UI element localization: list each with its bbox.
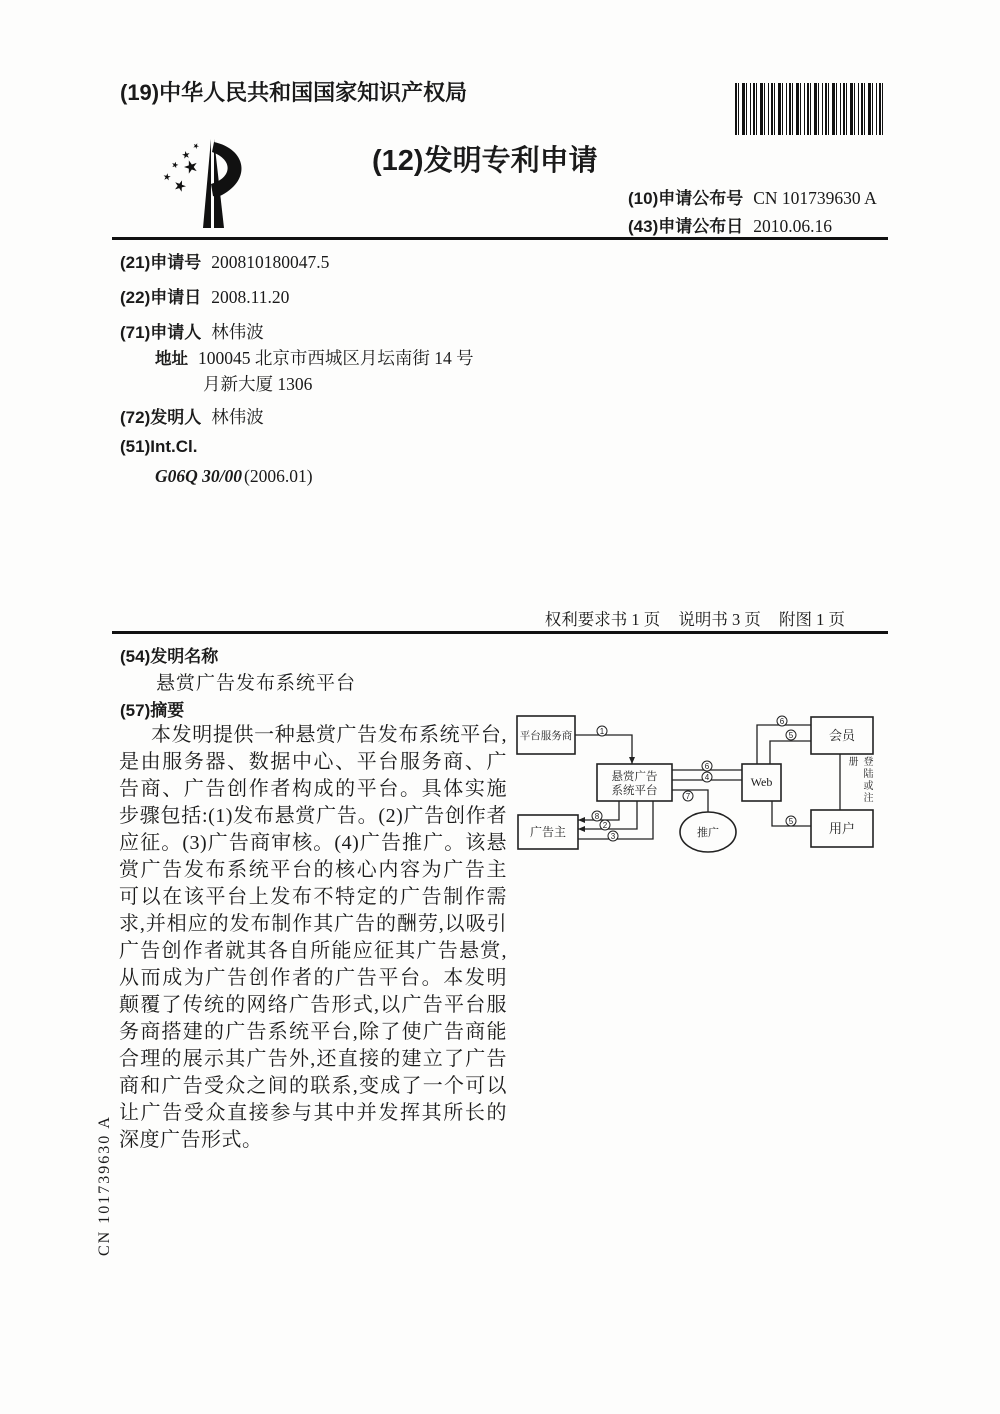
edge-web-member-lower: [770, 741, 811, 764]
applicant-value: 林伟波: [211, 322, 264, 342]
node-system-platform-label-line2: 系统平台: [611, 785, 658, 797]
intcl-code: G06Q 30/00: [155, 466, 243, 486]
publication-date-row: [628, 212, 832, 237]
node-promotion-label: 推广: [697, 827, 719, 839]
barcode-image: [735, 83, 883, 135]
intcl-version: (2006.01): [244, 466, 313, 486]
address-value-line2: 月新大厦 1306: [203, 374, 313, 394]
step-8-badge: [592, 811, 602, 821]
filing-date-label: (22)申请日: [120, 288, 202, 307]
invention-title-label: (54)发明名称: [120, 647, 219, 666]
step-7-badge: [683, 791, 693, 801]
application-number-label: (21)申请号: [120, 253, 202, 272]
arrowhead-into-advertiser-2: [578, 826, 585, 832]
node-web-label: Web: [750, 775, 773, 789]
arrowhead-into-platform: [629, 757, 635, 764]
step-6-badge-platform-web: [702, 761, 712, 771]
step-5-badge-user: [786, 816, 796, 826]
publication-date-value: 2010.06.16: [753, 216, 832, 236]
node-advertiser-label: 广告主: [529, 825, 567, 839]
intcl-label: (51)Int.Cl.: [120, 437, 198, 456]
sipo-logo-icon: [150, 133, 262, 239]
address-row: [155, 345, 474, 370]
publication-number-value: CN 101739630 A: [753, 188, 877, 208]
pages-description: 说明书 3 页: [678, 610, 761, 629]
step-4-badge: [702, 772, 712, 782]
svg-text:6: 6: [779, 717, 785, 726]
intcl-row: [120, 437, 197, 457]
inventor-row: [120, 403, 264, 429]
svg-text:2: 2: [602, 821, 608, 830]
svg-text:6: 6: [704, 762, 710, 771]
svg-text:4: 4: [704, 773, 710, 782]
node-member-label: 会员: [828, 728, 856, 743]
node-user-label: 用户: [828, 821, 856, 836]
edge-provider-platform: [575, 735, 632, 764]
abstract-label: (57)摘要: [120, 701, 185, 720]
publication-date-label: (43)申请公布日: [628, 217, 744, 236]
address-row-line2: [203, 371, 312, 396]
application-number-value: 200810180047.5: [211, 252, 330, 272]
inventor-value: 林伟波: [211, 407, 264, 427]
step-3-badge: [608, 831, 618, 841]
node-system-platform-label-line1: 悬赏广告: [611, 771, 658, 783]
step-5-badge-member: [786, 730, 796, 740]
svg-text:3: 3: [610, 832, 616, 841]
filing-date-value: 2008.11.20: [211, 287, 290, 307]
application-number-row: [120, 248, 329, 273]
abstract-figure: [504, 693, 900, 889]
svg-text:5: 5: [788, 731, 794, 740]
abstract-text: 本发明提供一种悬赏广告发布系统平台,是由服务器、数据中心、平台服务商、广告商、广告创作者构成的平台。具体实施步骤包括:(1)发布悬赏广告。(2)广告创作者应征。(3)广告商审核。(4)广告推广。该悬赏广告发布系统平台的核心内容为广告主可以在该平台上发布不特定的广告制作需求,并相应的发布制作其广告的酬劳,以吸引广告创作者就其各自所能应征其广告悬赏,从而成为广告创作者的广告平台。本发明颠覆了传统的网络广告形式,以广告平台服务商搭建的广告系统平台,除了使广告商能合理的展示其广告外,还直接的建立了广告商和广告受众之间的联系,变成了一个可以让广告受众直接参与其中并发挥其所长的深度广告形式。: [119, 724, 507, 1151]
svg-text:1: 1: [599, 727, 605, 736]
publication-number-row: [628, 184, 877, 209]
intcl-value-row: [155, 466, 313, 487]
invention-title: 悬赏广告发布系统平台: [156, 673, 357, 694]
applicant-row: [120, 318, 264, 344]
svg-text:7: 7: [685, 792, 691, 801]
applicant-label: (71)申请人: [120, 323, 202, 342]
address-label: 地址: [155, 350, 188, 368]
publication-number-label: (10)申请公布号: [628, 189, 744, 208]
svg-text:8: 8: [594, 812, 600, 821]
step-2-badge: [600, 820, 610, 830]
inventor-label: (72)发明人: [120, 408, 202, 427]
svg-text:5: 5: [788, 817, 794, 826]
step-6-badge-web-member: [777, 716, 787, 726]
filing-date-row: [120, 283, 289, 308]
pages-figures: 附图 1 页: [779, 610, 845, 629]
pages-summary: [400, 606, 845, 630]
login-register-vertical-label: 登陆或注册: [846, 756, 872, 804]
document-id-vertical: CN 101739630 A: [96, 1115, 113, 1256]
body-divider-rule: [112, 631, 888, 634]
edge-web-member-upper: [757, 725, 811, 764]
pages-claims: 权利要求书 1 页: [544, 610, 661, 629]
header-divider-rule: [112, 237, 888, 240]
node-platform-provider-label: 平台服务商: [519, 730, 573, 742]
address-value-line1: 100045 北京市西城区月坛南街 14 号: [198, 348, 474, 368]
arrowhead-into-advertiser-1: [578, 817, 585, 823]
document-type-title: (12)发明专利申请: [372, 145, 598, 177]
step-1-badge: [597, 726, 607, 736]
patent-office-name: (19)中华人民共和国国家知识产权局: [120, 80, 468, 105]
